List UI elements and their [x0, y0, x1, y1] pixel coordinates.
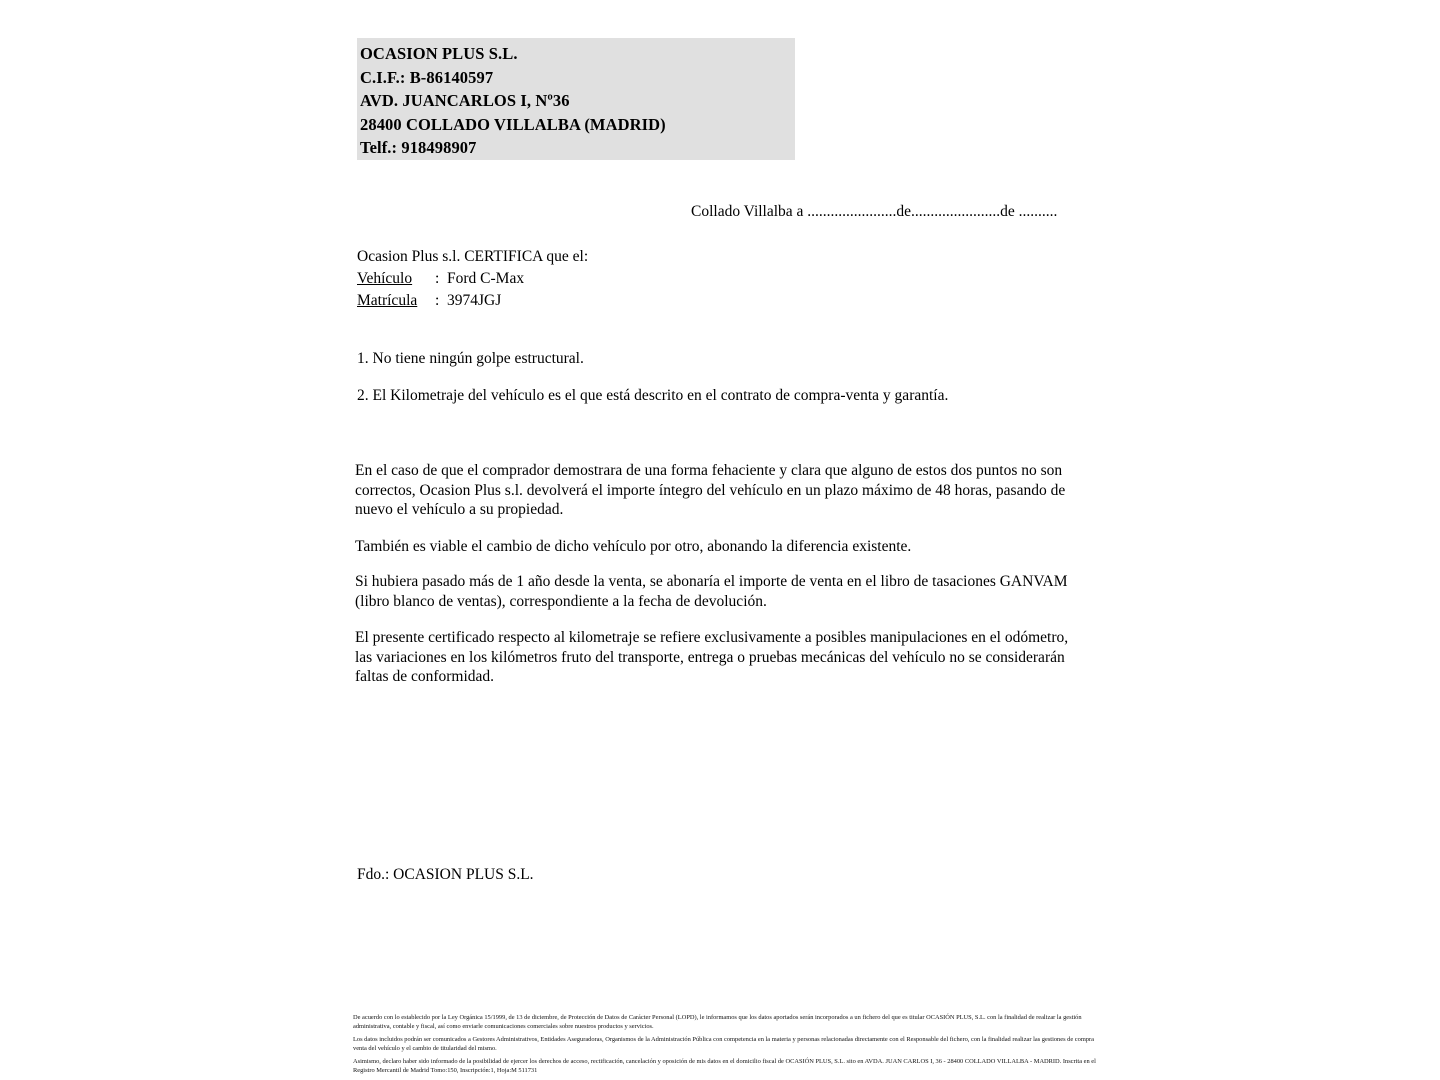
field-vehiculo-label: Vehículo: [357, 270, 413, 287]
company-name: OCASION PLUS S.L.: [360, 44, 518, 63]
date-line: Collado Villalba a .......................de.......................de ..........: [691, 203, 1058, 220]
certifica-block: [357, 246, 588, 312]
legal-footnote: [353, 1014, 1098, 1076]
field-matricula: [357, 290, 588, 312]
company-phone: Telf.: 918498907: [360, 138, 477, 157]
field-matricula-value: 3974JGJ: [447, 292, 502, 309]
company-cif: C.I.F.: B-86140597: [360, 67, 494, 87]
signature-line: Fdo.: OCASION PLUS S.L.: [357, 866, 534, 883]
legal-paragraph-2: Los datos incluidos podrán ser comunicados a Gestores Administrativos, Entidades Aseguradoras, Organismos de la Administración Pública con competencia en la materia y personas relacionadas directamente con el Responsable del fichero, con la finalidad realizar las gestiones de compra venta del vehículo y el cambio de titularidad del mismo.: [353, 1036, 1094, 1052]
paragraph-exchange-option: También es viable el cambio de dicho vehículo por otro, abonando la diferencia existente.: [355, 538, 912, 555]
field-matricula-label: Matrícula: [357, 292, 418, 309]
field-matricula-separator: :: [435, 292, 440, 309]
company-city: 28400 COLLADO VILLALBA (MADRID): [360, 114, 666, 134]
field-vehiculo-value: Ford C-Max: [447, 270, 525, 287]
company-address: AVD. JUANCARLOS I, Nº36: [360, 91, 570, 110]
company-header-block: [357, 38, 795, 160]
certifica-intro: Ocasion Plus s.l. CERTIFICA que el:: [357, 248, 589, 265]
legal-paragraph-3: Asimismo, declaro haber sido informado de la posibilidad de ejercer los derechos de acceso, rectificación, cancelación y oposición de mis datos en el domicilio fiscal de OCASIÓN PLUS, S.L. sito en AVDA. JUAN CARLOS I, 36 - 28400 COLLADO VILLALBA - MADRID. Inscrita en el Registro Mercantil de Madrid Tomo:150, Inscripción:1, Hoja:M 511731: [353, 1058, 1096, 1074]
certification-point-1: 1. No tiene ningún golpe estructural.: [357, 350, 584, 367]
certification-point-2: 2. El Kilometraje del vehículo es el que está descrito en el contrato de compra-venta y garantía.: [357, 387, 949, 404]
paragraph-refund-terms: En el caso de que el comprador demostrara de una forma fehaciente y clara que alguno de estos dos puntos no son correctos, Ocasion Plus s.l. devolverá el importe íntegro del vehículo en un plazo máximo de 48 horas, pasando de nuevo el vehículo a su propiedad.: [355, 462, 1066, 518]
legal-paragraph-1: De acuerdo con lo establecido por la Ley Orgánica 15/1999, de 13 de diciembre, de Protección de Datos de Carácter Personal (LOPD), le informamos que los datos aportados serán incorporados a un fichero del que es titular OCASIÓN PLUS, S.L. con la finalidad de realizar la gestión administrativa, contable y fiscal, así como enviarle comunicaciones comerciales sobre nuestros productos y servicios.: [353, 1014, 1082, 1030]
paragraph-one-year-clause: Si hubiera pasado más de 1 año desde la venta, se abonaría el importe de venta en el libro de tasaciones GANVAM (libro blanco de ventas), correspondiente a la fecha de devolución.: [355, 573, 1068, 610]
field-vehiculo-separator: :: [435, 270, 440, 287]
paragraph-odometer-scope: El presente certificado respecto al kilometraje se refiere exclusivamente a posibles manipulaciones en el odómetro, las variaciones en los kilómetros fruto del transporte, entrega o pruebas mecánicas del vehículo no se considerarán faltas de conformidad.: [355, 629, 1069, 685]
field-vehiculo: [357, 268, 588, 290]
